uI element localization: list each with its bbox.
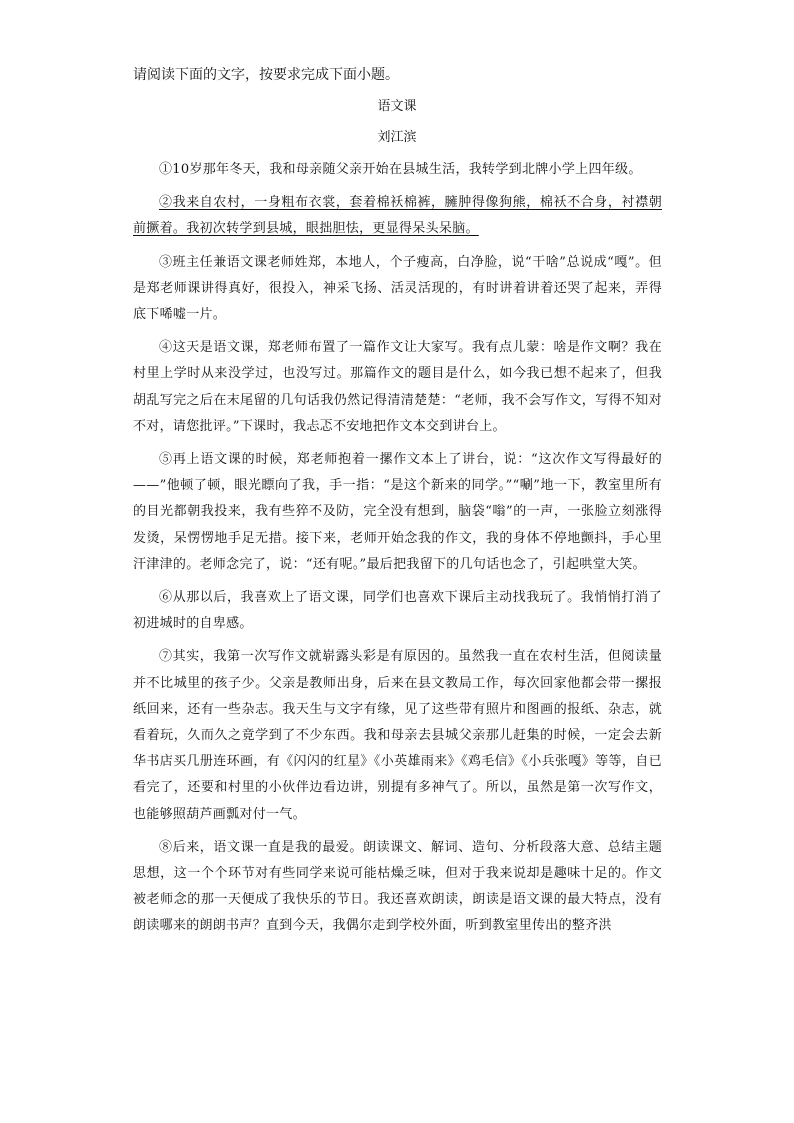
paragraph-4: ④这天是语文课，郑老师布置了一篇作文让大家写。我有点儿蒙：啥是作文啊？我在村里上学时从来没学过，也没写过。那篇作文的题目是什么，如今我已想不起来了，但我胡乱写完之后在末尾留的几句话我仍然记得清清楚楚：“老师，我不会写作文，写得不知对不对，请您批评。”下课时，我忐忑不安地把作文本交到讲台上。 bbox=[133, 340, 662, 434]
paragraph-6: ⑥从那以后，我喜欢上了语文课，同学们也喜欢下课后主动找我玩了。我悄悄打消了初进城时的自卑感。 bbox=[133, 590, 662, 632]
question-instruction: 请阅读下面的文字，按要求完成下面小题。 bbox=[133, 67, 399, 83]
paragraph-7: ⑦其实，我第一次写作文就崭露头彩是有原因的。虽然我一直在农村生活，但阅读量并不比城里的孩子少。父亲是教师出身，后来在县文教局工作，每次回家他都会带一摞报纸回来，还有一些杂志。我天生与文字有缘，见了这些带有照片和图画的报纸、杂志，就看着玩，久而久之竟学到了不少东西。我和母亲去县城父亲那儿赶集的时候，一定会去新华书店买几册连环画，有《闪闪的红星》《小英雄雨来》《鸡毛信》《小兵张嘎》等等，自已看完了，还要和村里的小伙伴边看边讲，别提有多神气了。所以，虽然是第一次写作文，也能够照葫芦画瓢对付一气。 bbox=[133, 649, 662, 822]
paragraph-8: ⑧后来，语文课一直是我的最爱。朗读课文、解词、造句、分析段落大意、总结主题思想，这一个个环节对有些同学来说可能枯燥乏味，但对于我来说却是趣味十足的。作文被老师念的那一天便成了我快乐的节日。我还喜欢朗读，朗读是语文课的最大特点，没有朗读哪来的朗朗书声？直到今天，我偶尔走到学校外面，听到教室里传出的整齐洪 bbox=[133, 839, 662, 934]
article-body bbox=[133, 157, 662, 947]
article-title: 语文课 bbox=[377, 99, 417, 114]
paragraph-2-underlined: ②我来自农村，一身粗布衣裳，套着棉袄棉裤，臃肿得像狗熊，棉袄不合身，衬襟朝前撅着。我初次转学到县城，眼拙胆怯，更显得呆头呆脑。 bbox=[133, 195, 662, 237]
paragraph-1: ①10岁那年冬天，我和母亲随父亲开始在县城生活，我转学到北牌小学上四年级。 bbox=[159, 162, 642, 177]
paragraph-3: ③班主任兼语文课老师姓郑，本地人，个子瘦高，白净脸，说“干啥”总说成“嘎”。但是郑老师课讲得真好，很投入，神采飞扬、活灵活现的，有时讲着讲着还哭了起来，弄得底下唏嘘一片。 bbox=[133, 254, 662, 323]
article-author: 刘江滨 bbox=[377, 130, 417, 145]
paragraph-5: ⑤再上语文课的时候，郑老师抱着一摞作文本上了讲台，说：“这次作文写得最好的——”他顿了顿，眼光瞟向了我，手一指：“是这个新来的同学。”“唰”地一下，教室里所有的目光都朝我投来，我有些猝不及防，完全没有想到，脑袋“嗡”的一声，一张脸立刻涨得发烫，呆愣愣地手足无措。接下来，老师开始念我的作文，我的身体不停地颤抖，手心里汗津津的。老师念完了，说：“还有呢。”最后把我留下的几句话也念了，引起哄堂大笑。 bbox=[133, 452, 662, 572]
